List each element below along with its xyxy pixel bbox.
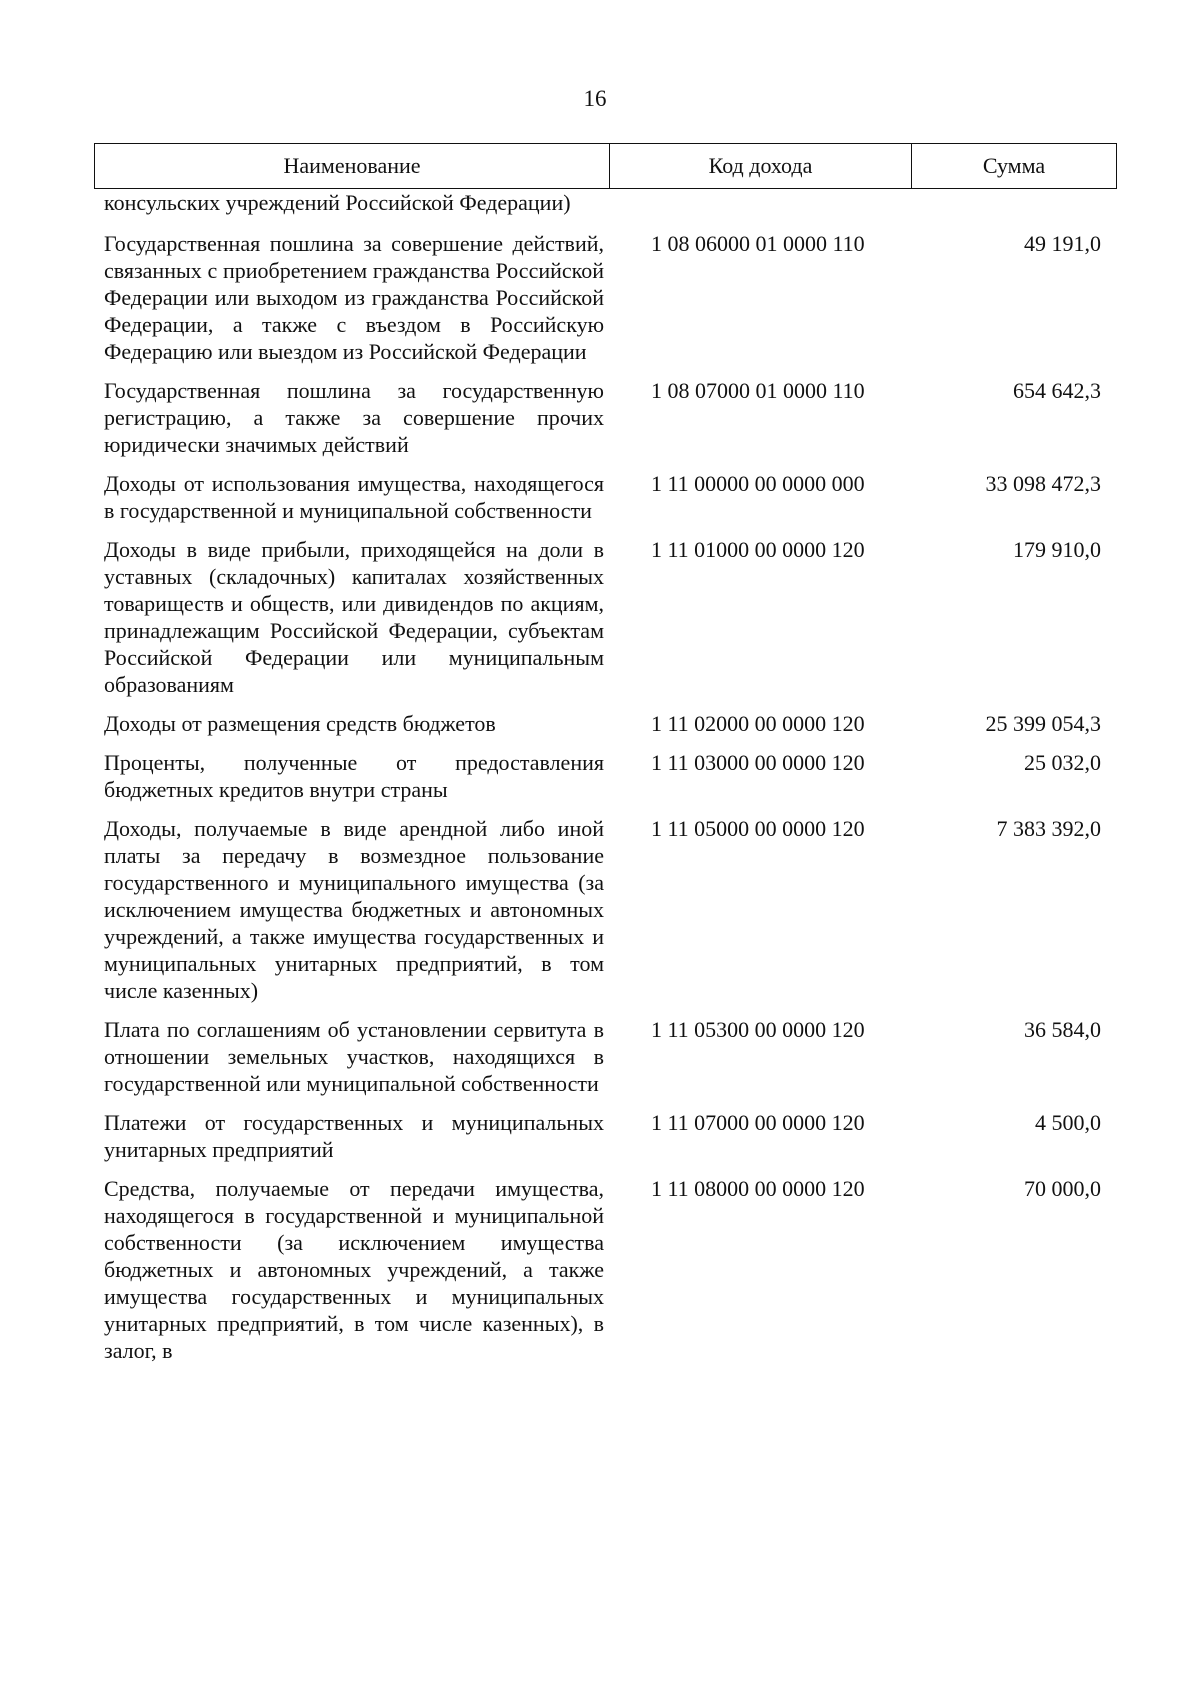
table-row xyxy=(94,230,1117,365)
table-row xyxy=(94,1109,1117,1163)
row-name: Доходы в виде прибыли, приходящейся на доли в уставных (складочных) капиталах хозяйственных товариществ и обществ, или дивидендов по акциям, принадлежащим Российской Федерации, субъектам Российской Федерации или муниципальным образованиям xyxy=(104,537,604,697)
row-code: 1 08 07000 01 0000 110 xyxy=(651,378,865,403)
row-code: 1 11 08000 00 0000 120 xyxy=(651,1176,865,1201)
table-row xyxy=(94,1175,1117,1364)
row-sum xyxy=(894,189,1117,216)
table-header xyxy=(94,143,1117,189)
row-sum: 36 584,0 xyxy=(1024,1017,1101,1042)
table-row xyxy=(94,815,1117,1004)
row-sum: 25 399 054,3 xyxy=(985,711,1101,736)
table-row xyxy=(94,377,1117,458)
header-name: Наименование xyxy=(95,144,610,188)
revenue-table xyxy=(94,143,1117,1376)
row-name: Средства, получаемые от передачи имущества, находящегося в государственной и муниципальной собственности (за исключением имущества бюджетных и автономных учреждений, а также имущества государственных и муниципальных унитарных предприятий, в том числе казенных), в залог, в xyxy=(104,1176,604,1363)
row-name: Платежи от государственных и муниципальных унитарных предприятий xyxy=(104,1110,604,1162)
row-code: 1 11 02000 00 0000 120 xyxy=(651,711,865,736)
row-name: Государственная пошлина за государственную регистрацию, а также за совершение прочих юридически значимых действий xyxy=(104,378,604,457)
row-name: Проценты, полученные от предоставления бюджетных кредитов внутри страны xyxy=(104,750,604,802)
row-name: Доходы, получаемые в виде арендной либо иной платы за передачу в возмездное пользование государственного и муниципального имущества (за исключением имущества бюджетных и автономных учреждений, а также имущества государственных и муниципальных унитарных предприятий, в том числе казенных) xyxy=(104,816,604,1003)
row-sum: 70 000,0 xyxy=(1024,1176,1101,1201)
row-code: 1 11 00000 00 0000 000 xyxy=(651,471,865,496)
row-sum: 33 098 472,3 xyxy=(985,471,1101,496)
header-sum: Сумма xyxy=(982,153,1046,178)
row-code: 1 11 03000 00 0000 120 xyxy=(651,750,865,775)
header-code: Код дохода xyxy=(610,144,912,188)
row-code: 1 08 06000 01 0000 110 xyxy=(651,231,865,256)
row-name: Государственная пошлина за совершение действий, связанных с приобретением гражданства Российской Федерации или выходом из гражданства Российской Федерации, а также с въездом в Российскую Федерацию или выездом из Российской Федерации xyxy=(104,231,604,364)
table-row xyxy=(94,536,1117,698)
table-row xyxy=(94,189,1117,216)
row-code: 1 11 07000 00 0000 120 xyxy=(651,1110,865,1135)
row-sum: 49 191,0 xyxy=(1024,231,1101,256)
row-code: 1 11 01000 00 0000 120 xyxy=(651,537,865,562)
table-row xyxy=(94,470,1117,524)
table-body xyxy=(94,189,1117,1364)
row-name: Доходы от использования имущества, находящегося в государственной и муниципальной собственности xyxy=(104,471,604,523)
row-code: 1 11 05300 00 0000 120 xyxy=(651,1017,865,1042)
row-code xyxy=(604,189,894,216)
table-row xyxy=(94,710,1117,737)
row-sum: 4 500,0 xyxy=(1035,1110,1101,1135)
row-sum: 179 910,0 xyxy=(1013,537,1101,562)
page-number: 16 xyxy=(583,86,607,111)
row-name: Доходы от размещения средств бюджетов xyxy=(104,711,496,736)
table-row xyxy=(94,1016,1117,1097)
row-sum: 25 032,0 xyxy=(1024,750,1101,775)
row-name: Плата по соглашениям об установлении сервитута в отношении земельных участков, находящихся в государственной или муниципальной собственности xyxy=(104,1017,604,1096)
table-row xyxy=(94,749,1117,803)
row-sum: 7 383 392,0 xyxy=(996,816,1101,841)
row-name: консульских учреждений Российской Федерации) xyxy=(104,190,571,215)
row-code: 1 11 05000 00 0000 120 xyxy=(651,816,865,841)
row-sum: 654 642,3 xyxy=(1013,378,1101,403)
